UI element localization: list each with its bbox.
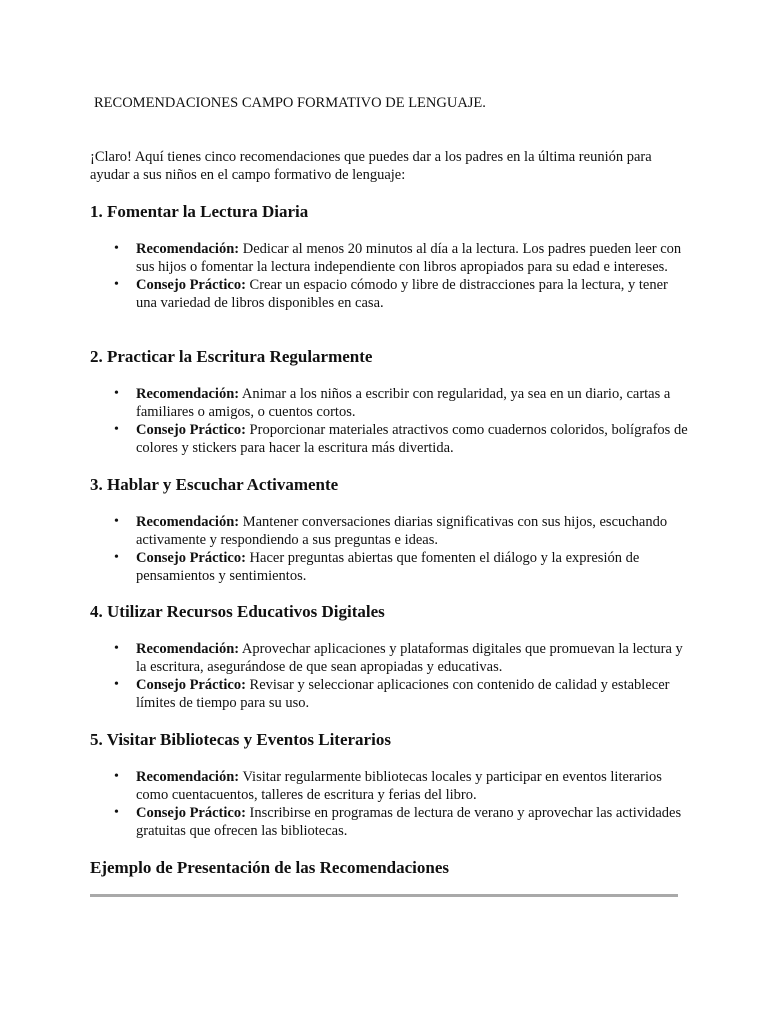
bullet-icon: •	[114, 422, 119, 437]
item-text: Hacer preguntas abiertas que fomenten el diálogo y la expresión de pensamientos y sentimientos.	[136, 550, 640, 584]
bullet-list	[90, 768, 690, 840]
item-text: Revisar y seleccionar aplicaciones con contenido de calidad y establecer límites de tiempo para su uso.	[136, 677, 670, 711]
item-label: Consejo Práctico:	[136, 677, 246, 693]
bullet-icon: •	[114, 641, 119, 656]
bullet-icon: •	[114, 241, 119, 256]
bullet-list	[90, 513, 690, 585]
item-text: Mantener conversaciones diarias significativas con sus hijos, escuchando activamente y respondiendo a sus preguntas e ideas.	[136, 514, 668, 548]
bullet-icon: •	[114, 277, 119, 292]
section-2	[90, 347, 690, 457]
bullet-icon: •	[114, 386, 119, 401]
item-label: Recomendación:	[136, 769, 240, 785]
document-title: RECOMENDACIONES CAMPO FORMATIVO DE LENGUAJE.	[94, 95, 486, 111]
list-item	[90, 421, 690, 457]
bullet-icon: •	[114, 514, 119, 529]
list-item	[90, 768, 690, 804]
horizontal-rule	[90, 894, 678, 897]
section-heading: 5. Visitar Bibliotecas y Eventos Literarios	[90, 730, 391, 749]
item-label: Consejo Práctico:	[136, 550, 246, 566]
list-item	[90, 804, 690, 840]
section-3	[90, 475, 690, 585]
item-text: Animar a los niños a escribir con regularidad, ya sea en un diario, cartas a familiares o amigos, o cuentos cortos.	[136, 386, 671, 420]
bullet-icon: •	[114, 805, 119, 820]
bullet-list	[90, 385, 690, 457]
intro-paragraph: ¡Claro! Aquí tienes cinco recomendaciones que puedes dar a los padres en la última reunión para ayudar a sus niños en el campo formativo de lenguaje:	[90, 149, 652, 183]
item-label: Consejo Práctico:	[136, 277, 246, 293]
bullet-icon: •	[114, 677, 119, 692]
item-label: Consejo Práctico:	[136, 805, 246, 821]
bullet-icon: •	[114, 550, 119, 565]
section-5	[90, 730, 690, 840]
item-label: Recomendación:	[136, 386, 240, 402]
list-item	[90, 240, 690, 276]
item-text: Crear un espacio cómodo y libre de distracciones para la lectura, y tener una variedad de libros disponibles en casa.	[136, 277, 668, 311]
section-heading: 2. Practicar la Escritura Regularmente	[90, 347, 373, 366]
bullet-icon: •	[114, 769, 119, 784]
section-1	[90, 202, 690, 312]
list-item	[90, 276, 690, 312]
list-item	[90, 640, 690, 676]
list-item	[90, 385, 690, 421]
item-text: Inscribirse en programas de lectura de verano y aprovechar las actividades gratuitas que ofrecen las bibliotecas.	[136, 805, 682, 839]
item-label: Consejo Práctico:	[136, 422, 246, 438]
item-text: Aprovechar aplicaciones y plataformas digitales que promuevan la lectura y la escritura, asegurándose de que sean apropiadas y educativas.	[136, 641, 683, 675]
bullet-list	[90, 240, 690, 312]
section-heading: 1. Fomentar la Lectura Diaria	[90, 202, 309, 221]
item-text: Visitar regularmente bibliotecas locales y participar en eventos literarios como cuentacuentos, talleres de escritura y ferias del libro.	[136, 769, 662, 803]
section-heading: 4. Utilizar Recursos Educativos Digitales	[90, 602, 385, 621]
section-heading: 3. Hablar y Escuchar Activamente	[90, 475, 339, 494]
section-4	[90, 602, 690, 712]
item-text: Proporcionar materiales atractivos como cuadernos coloridos, bolígrafos de colores y stickers para hacer la escritura más divertida.	[136, 422, 688, 456]
item-label: Recomendación:	[136, 514, 240, 530]
item-label: Recomendación:	[136, 241, 240, 257]
list-item	[90, 676, 690, 712]
bullet-list	[90, 640, 690, 712]
list-item	[90, 549, 690, 585]
item-text: Dedicar al menos 20 minutos al día a la lectura. Los padres pueden leer con sus hijos o fomentar la lectura independiente con libros apropiados para su edad e intereses.	[136, 241, 682, 275]
item-label: Recomendación:	[136, 641, 240, 657]
final-heading: Ejemplo de Presentación de las Recomendaciones	[90, 858, 450, 877]
list-item	[90, 513, 690, 549]
